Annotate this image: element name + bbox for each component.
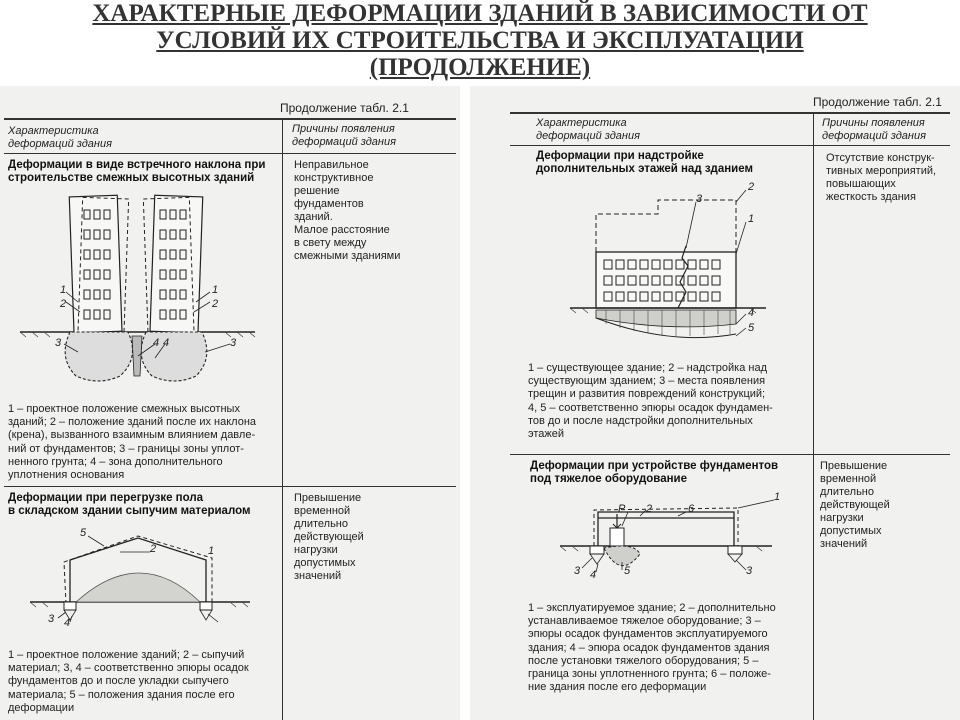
header-characteristic: Характеристика деформаций здания: [536, 117, 640, 142]
diagram-warehouse-overload: [0, 522, 280, 642]
causes-heavy-equipment: Превышение временной длительно действующей нагрузки допустимых значений: [820, 460, 890, 550]
label-P: P: [618, 503, 626, 515]
label-1: 1: [208, 545, 215, 557]
label-5: 5: [748, 322, 755, 334]
label-2-right: 2: [212, 298, 219, 310]
title-line-1: ХАРАКТЕРНЫЕ ДЕФОРМАЦИИ ЗДАНИЙ В ЗАВИСИМОСТИ ОТ: [92, 0, 868, 27]
header-characteristic: Характеристика деформаций здания: [8, 125, 112, 150]
label-4-b: 4: [163, 337, 170, 349]
label-1: 1: [774, 491, 781, 503]
label-4-a: 4: [153, 337, 160, 349]
label-2: 2: [748, 181, 755, 193]
table-top-rule: [510, 112, 950, 114]
caption-heavy-equipment: 1 – эксплуатируемое здание; 2 – дополнительно устанавливаемое тяжелое оборудование; 3 – эпюры осадок фундаментов эксплуатируемого здания; 4 – эпюра осадок фундаментов здания после установки тяжелого оборудования; 5 – граница зоны уплотненного грунта; 6 – положе- ние здания после его деформации: [528, 602, 776, 694]
diagram-heavy-equipment: [510, 491, 810, 604]
label-3-right: 3: [230, 337, 237, 349]
building-left: [69, 195, 128, 335]
causes-floor-overload: Превышение временной длительно действующей нагрузки допустимых значений: [294, 492, 364, 582]
label-3-left: 3: [574, 565, 581, 577]
label-3: 3: [48, 613, 55, 625]
compacted-soil-zones: [65, 332, 207, 381]
header-causes: Причины появления деформаций здания: [292, 123, 396, 148]
left-page: [0, 86, 460, 720]
continuation-label: Продолжение табл. 2.1: [280, 101, 409, 115]
column-divider: [813, 113, 814, 720]
caption-floor-overload: 1 – проектное положение зданий; 2 – сыпучий материал; 3, 4 – соответственно эпюры осадок фундаментов до и после укладки сыпучего материала; 5 – положения здания после его деформации: [8, 649, 249, 714]
section-rule: [510, 454, 950, 455]
label-3: 3: [696, 193, 703, 205]
label-2: 2: [150, 543, 157, 555]
label-2-left: 2: [60, 298, 67, 310]
title-line-3: (ПРОДОЛЖЕНИЕ): [369, 54, 591, 81]
section-title-floor-overload: Деформации при перегрузке пола в складском здании сыпучим материалом: [8, 492, 251, 517]
table-top-rule: [4, 118, 456, 120]
section-title-heavy-equipment: Деформации при устройстве фундаментов под тяжелое оборудование: [530, 460, 779, 485]
column-divider: [282, 119, 283, 720]
header-rule: [4, 153, 456, 154]
label-4: 4: [590, 569, 597, 581]
header-rule: [510, 145, 950, 146]
label-1-right: 1: [212, 284, 219, 296]
title-line-2: УСЛОВИЙ ИХ СТРОИТЕЛЬСТВА И ЭКСПЛУАТАЦИИ: [156, 27, 804, 54]
diagram-tilted-buildings: [0, 186, 280, 386]
section-title-counter-tilt: Деформации в виде встречного наклона при строительстве смежных высотных зданий: [8, 159, 266, 184]
label-3-left: 3: [55, 337, 62, 349]
label-2: 2: [646, 503, 653, 515]
label-1: 1: [748, 213, 755, 225]
building-right: [143, 195, 202, 335]
header-causes: Причины появления деформаций здания: [822, 117, 926, 142]
label-3-right: 3: [746, 565, 753, 577]
label-6: 6: [688, 503, 695, 515]
diagram-superstructure: [510, 181, 810, 356]
label-4: 4: [748, 307, 755, 319]
section-rule: [4, 486, 456, 487]
right-page: [470, 86, 960, 720]
caption-superstructure: 1 – существующее здание; 2 – надстройка над существующим зданием; 3 – места появления трещин и развития повреждений конструкций; 4, 5 – соответственно эпюры осадок фундамен- тов до и после надстройки дополнительных этажей: [528, 362, 773, 441]
causes-counter-tilt: Неправильное конструктивное решение фундаментов зданий. Малое расстояние в свету между смежными зданиями: [294, 159, 401, 262]
caption-counter-tilt: 1 – проектное положение смежных высотных зданий; 2 – положение зданий после их наклона (крена), вызванного взаимным влиянием давле- ний от фундаментов; 3 – границы зоны уплот- ненного грунта; 4 – зона дополнительного уплотнения основания: [8, 403, 257, 482]
section-title-superstructure: Деформации при надстройке дополнительных этажей над зданием: [536, 150, 753, 175]
causes-superstructure: Отсутствие конструк- тивных мероприятий, повышающих жесткость здания: [826, 152, 937, 203]
label-5: 5: [80, 527, 87, 539]
continuation-label: Продолжение табл. 2.1: [813, 95, 942, 109]
label-4: 4: [64, 617, 71, 629]
label-5: 5: [624, 565, 631, 577]
label-1-left: 1: [60, 284, 67, 296]
slide-title: [0, 0, 960, 81]
